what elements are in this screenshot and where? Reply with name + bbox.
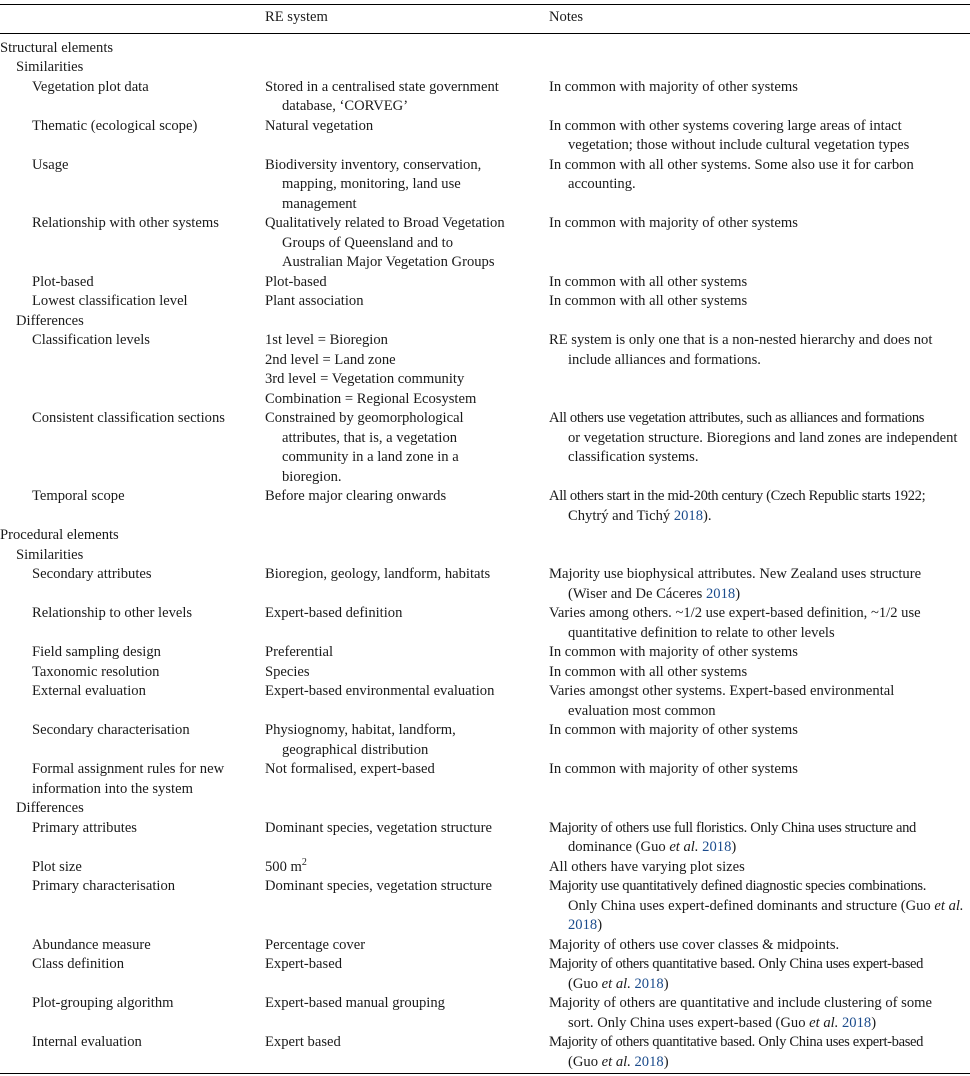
re-system-cell [265,1033,549,1072]
notes-cell [549,819,970,858]
notes-line: In common with other systems covering large areas of intact [549,117,902,134]
element-name-text: Abundance measure [32,936,151,953]
re-system-cell [265,546,549,566]
re-system-cell [265,565,549,604]
notes-cell [549,214,970,273]
element-name-text: External evaluation [32,683,146,699]
re-system-cell [265,799,549,819]
element-name [0,877,265,936]
notes-line: All others start in the mid-20th century (Czech Republic starts 1922; [549,488,926,504]
element-name-text: Structural elements [0,39,114,56]
notes-cell [549,156,970,215]
notes-cell [549,799,970,819]
notes-line: (Guo et al. 2018) [568,1053,669,1070]
element-name-text: Plot size [32,858,82,875]
re-system-line: Expert-based environmental evaluation [265,683,495,699]
re-system-line: Expert-based [265,956,342,972]
notes-line: Majority of others quantitative based. Only China uses expert-based [549,1034,924,1050]
element-name-text: Primary characterisation [32,878,176,894]
element-name-text: Relationship to other levels [32,605,193,621]
table-row [0,292,970,312]
table-row [0,78,970,117]
re-system-line: Before major clearing onwards [265,488,447,504]
element-name-text: Plot-grouping algorithm [32,995,174,1011]
section-heading [0,526,265,546]
table-row [0,331,970,409]
notes-line: or vegetation structure. Bioregions and land zones are independent [568,429,958,446]
notes-line: In common with all other systems. Some also use it for carbon [549,156,914,173]
notes-cell [549,78,970,117]
re-system-line: database, ‘CORVEG’ [282,98,409,114]
notes-line: (Wiser and De Cáceres 2018) [568,585,741,602]
header-col-element [0,8,265,33]
re-system-line: Dominant species, vegetation structure [265,819,492,836]
subsection-heading [0,799,265,819]
element-name [0,117,265,156]
element-name [0,156,265,215]
element-name [0,721,265,760]
notes-cell [549,331,970,409]
notes-line: vegetation; those without include cultural vegetation types [568,137,910,153]
table-row [0,1033,970,1072]
notes-line: classification systems. [568,449,699,465]
element-name-text: Similarities [16,59,84,75]
element-name-text: Formal assignment rules for new [32,761,225,777]
element-name [0,78,265,117]
element-name [0,565,265,604]
re-system-line: attributes, that is, a vegetation [282,429,458,446]
notes-cell [549,409,970,487]
element-name-text: Taxonomic resolution [32,663,160,680]
table-row [0,682,970,721]
notes-line: In common with all other systems [549,273,748,290]
re-system-cell [265,936,549,956]
element-name-text: Secondary characterisation [32,722,190,738]
re-system-cell [265,858,549,878]
table-row [0,409,970,487]
element-name-text: Relationship with other systems [32,215,219,231]
table-header [0,8,970,33]
notes-cell [549,643,970,663]
element-name-text: Similarities [16,546,84,563]
re-system-cell [265,526,549,546]
notes-line: accounting. [568,176,636,192]
element-name [0,663,265,683]
notes-cell [549,526,970,546]
element-name-text-continued: information into the system [32,780,193,797]
element-name [0,936,265,956]
table-row [0,643,970,663]
re-system-line: 500 $m^2$ [265,856,307,875]
element-name [0,760,265,799]
notes-cell [549,58,970,78]
re-system-cell [265,214,549,273]
notes-line: In common with all other systems [549,663,748,680]
notes-cell [549,721,970,760]
notes-line: In common with majority of other systems [549,761,798,777]
subsection-heading [0,546,265,566]
element-name [0,604,265,643]
re-system-line: Natural vegetation [265,117,374,134]
notes-line: In common with majority of other systems [549,78,798,95]
notes-cell [549,273,970,293]
notes-line: Majority use quantitatively defined diagnostic species combinations. [549,878,927,894]
notes-cell [549,546,970,566]
re-system-cell [265,994,549,1033]
re-system-line: Combination = Regional Ecosystem [265,390,477,407]
notes-cell [549,312,970,332]
element-name [0,994,265,1033]
re-system-cell [265,877,549,936]
re-system-cell [265,273,549,293]
re-system-line: Expert based [265,1034,341,1050]
re-system-line: Physiognomy, habitat, landform, [265,722,456,738]
re-system-line: Preferential [265,644,334,660]
re-system-line: 1st level = Bioregion [265,332,388,348]
re-system-line: Plant association [265,293,364,309]
re-system-cell [265,955,549,994]
element-name-text: Primary attributes [32,819,137,836]
table-row [0,936,970,956]
notes-cell [549,858,970,878]
re-system-cell [265,604,549,643]
notes-line: Majority of others quantitative based. Only China uses expert-based [549,956,924,972]
re-system-cell [265,682,549,721]
re-system-cell [265,156,549,215]
re-system-cell [265,78,549,117]
comparison-table [0,8,970,1072]
table-row [0,33,970,59]
re-system-cell [265,760,549,799]
notes-line: RE system is only one that is a non-nested hierarchy and does not [549,332,933,348]
element-name [0,273,265,293]
element-name-text: Temporal scope [32,488,125,504]
notes-line: All others use vegetation attributes, such as alliances and formations [549,410,925,426]
re-system-line: Not formalised, expert-based [265,761,435,777]
re-system-cell [265,643,549,663]
table-row [0,799,970,819]
element-name-text: Field sampling design [32,644,161,660]
table-top-rule [0,4,970,5]
re-system-line: Groups of Queensland and to [282,234,454,251]
element-name-text: Differences [16,800,84,816]
element-name-text: Procedural elements [0,527,119,543]
re-system-line: Expert-based manual grouping [265,995,445,1011]
re-system-cell [265,487,549,526]
re-system-cell [265,292,549,312]
re-system-cell [265,819,549,858]
element-name-text: Plot-based [32,273,94,290]
notes-line: dominance (Guo et al. 2018) [568,839,737,855]
re-system-line: Dominant species, vegetation structure [265,878,492,894]
table-row [0,546,970,566]
table-row [0,994,970,1033]
re-system-line: Bioregion, geology, landform, habitats [265,566,491,582]
table-row [0,955,970,994]
element-name-text: Lowest classification level [32,293,188,309]
notes-line: Majority use biophysical attributes. New Zealand uses structure [549,566,922,582]
element-name [0,331,265,409]
element-name-text: Differences [16,312,84,329]
table-row [0,273,970,293]
re-system-line: Percentage cover [265,936,366,953]
notes-line: (Guo et al. 2018) [568,975,669,992]
re-system-line: Plot-based [265,273,327,290]
notes-cell [549,760,970,799]
notes-cell [549,936,970,956]
notes-cell [549,292,970,312]
subsection-heading [0,312,265,332]
re-system-cell [265,331,549,409]
re-system-line: Constrained by geomorphological [265,410,464,426]
table-row [0,58,970,78]
table-row [0,565,970,604]
re-system-line: Australian Major Vegetation Groups [282,254,495,270]
table-row [0,487,970,526]
element-name [0,1033,265,1072]
table-row [0,877,970,936]
notes-line: Varies among others. ~1/2 use expert-based definition, ~1/2 use [549,605,921,621]
element-name-text: Class definition [32,956,125,972]
notes-line: evaluation most common [568,702,716,719]
header-col-re-system: RE system [265,9,328,25]
table-row [0,156,970,215]
re-system-cell [265,409,549,487]
element-name [0,819,265,858]
notes-cell [549,604,970,643]
notes-line: Varies amongst other systems. Expert-based environmental [549,683,895,699]
table-body [0,33,970,1073]
notes-cell [549,877,970,936]
re-system-line: 3rd level = Vegetation community [265,371,465,387]
element-name [0,214,265,273]
element-name-text: Vegetation plot data [32,78,149,95]
notes-line: In common with majority of other systems [549,644,798,660]
notes-line: In common with all other systems [549,293,748,309]
element-name [0,292,265,312]
element-name-text: Thematic (ecological scope) [32,117,198,134]
notes-line: In common with majority of other systems [549,722,798,738]
re-system-line: Qualitatively related to Broad Vegetation [265,215,505,231]
re-system-cell [265,663,549,683]
header-col-notes: Notes [549,9,584,25]
table-row [0,526,970,546]
table-row [0,663,970,683]
re-system-line: geographical distribution [282,741,429,758]
notes-cell [549,682,970,721]
section-heading [0,33,265,59]
re-system-cell [265,312,549,332]
header-row [0,8,970,33]
element-name-text: Consistent classification sections [32,410,225,426]
table-row [0,312,970,332]
notes-line: Majority of others are quantitative and include clustering of some [549,995,932,1011]
element-name-text: Classification levels [32,332,150,348]
notes-cell [549,487,970,526]
table-row [0,117,970,156]
notes-cell [549,565,970,604]
element-name [0,487,265,526]
re-system-line: mapping, monitoring, land use [282,176,461,192]
element-name [0,955,265,994]
superscript: 2 [301,856,307,868]
table-bottom-rule [0,1073,970,1074]
element-name-text: Secondary attributes [32,566,152,582]
table-row [0,604,970,643]
element-name [0,409,265,487]
re-system-line: Species [265,663,310,680]
element-name-text: Usage [32,156,69,173]
re-system-line: Stored in a centralised state government [265,78,499,95]
notes-line: Only China uses expert-defined dominants and structure (Guo et al. [568,897,964,914]
re-system-cell [265,33,549,59]
notes-line: 2018) [568,917,603,933]
re-system-line: 2nd level = Land zone [265,351,396,368]
notes-line: include alliances and formations. [568,351,761,368]
notes-cell [549,663,970,683]
notes-line: Majority of others use cover classes & midpoints. [549,936,840,953]
notes-line: Chytrý and Tichý 2018). [568,507,712,524]
re-system-line: community in a land zone in a [282,449,459,465]
re-system-cell [265,117,549,156]
re-system-line: management [282,195,357,212]
table-row [0,760,970,799]
notes-line: sort. Only China uses expert-based (Guo et al. 2018) [568,1014,877,1031]
notes-cell [549,1033,970,1072]
subsection-heading [0,58,265,78]
table-row [0,819,970,858]
re-system-line: bioregion. [282,468,342,485]
re-system-cell [265,721,549,760]
table-row [0,214,970,273]
element-name [0,643,265,663]
notes-cell [549,33,970,59]
re-system-line: Expert-based definition [265,605,403,621]
re-system-cell [265,58,549,78]
notes-line: Majority of others use full floristics. Only China uses structure and [549,819,916,836]
table-row [0,858,970,878]
element-name-text: Internal evaluation [32,1034,142,1050]
element-name [0,682,265,721]
element-name [0,858,265,878]
re-system-line: Biodiversity inventory, conservation, [265,156,482,173]
notes-cell [549,117,970,156]
notes-line: All others have varying plot sizes [549,858,745,875]
notes-line: quantitative definition to relate to other levels [568,624,835,641]
table-row [0,721,970,760]
notes-line: In common with majority of other systems [549,215,798,231]
notes-cell [549,994,970,1033]
notes-cell [549,955,970,994]
